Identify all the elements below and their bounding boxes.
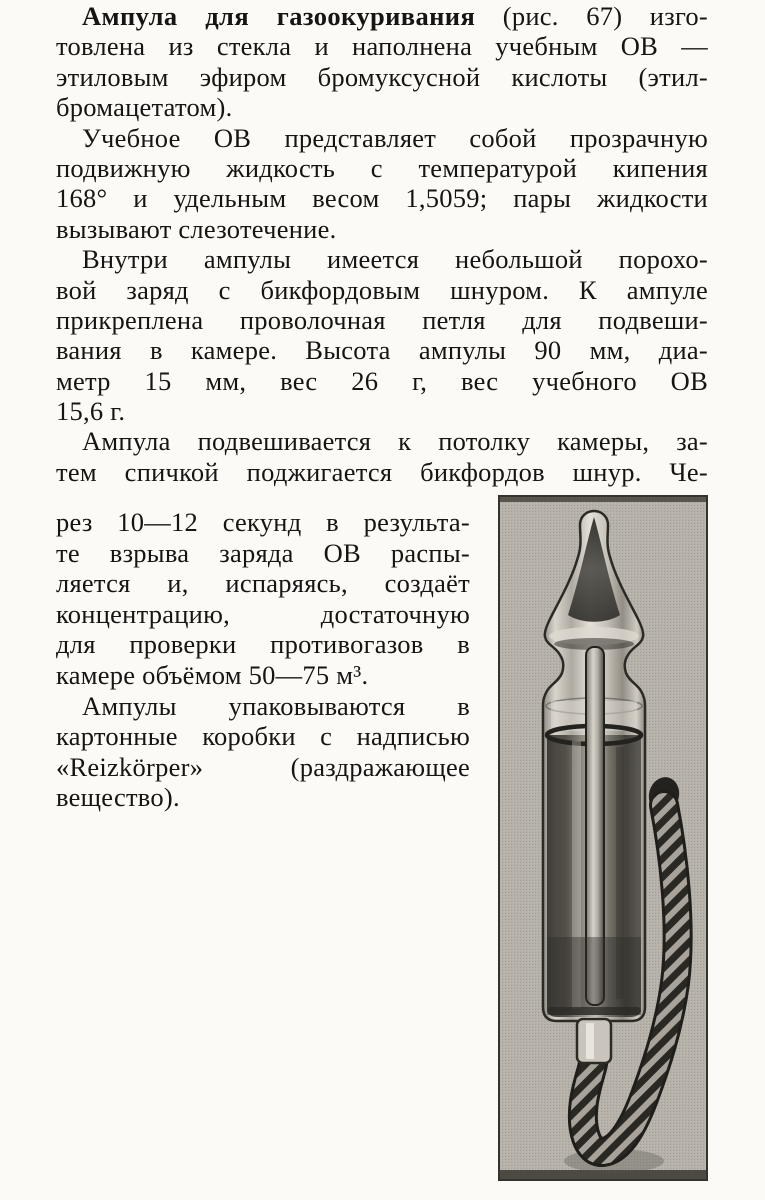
text-line — [56, 31, 708, 61]
line-text: Ампулы упаковываются в — [82, 690, 470, 721]
text-line — [56, 183, 708, 213]
text-line — [56, 305, 708, 335]
line-text: (рис. 67) изго- — [475, 1, 708, 31]
ampoule-figure-photo — [498, 495, 708, 1181]
stem-highlight — [586, 1023, 594, 1059]
line-text: «Reizkörper» (раздражающее — [56, 751, 470, 782]
line-text: вой заряд с бикфордовым шнуром. К ампуле — [56, 274, 708, 305]
text-line — [56, 62, 708, 92]
line-text: вания в камере. Высота ампулы 90 мм, диа- — [56, 335, 708, 366]
line-text: для проверки противогазов в — [56, 629, 470, 660]
line-text: рез 10—12 секунд в результа- — [56, 507, 470, 537]
text-line — [56, 538, 470, 569]
line-text: Ампула подвешивается к потолку камеры, за- — [82, 426, 708, 457]
line-text: тем спичкой поджигается бикфордов шнур. Че- — [56, 456, 708, 487]
body-text-column — [56, 507, 470, 813]
line-text: прикреплена проволочная петля для подвеши- — [56, 304, 708, 335]
text-line — [56, 568, 470, 599]
line-text: товлена из стекла и наполнена учебным ОВ — — [56, 31, 708, 62]
line-text: картонные коробки с надписью — [56, 721, 470, 752]
body-text-full-width — [56, 1, 708, 487]
line-text: камере объёмом 50—75 м³. — [56, 659, 369, 690]
line-text: этиловым эфиром бромуксусной кислоты (этил- — [56, 61, 708, 92]
text-line — [56, 721, 470, 752]
text-line — [56, 507, 470, 538]
text-line — [56, 244, 708, 274]
line-text: метр 15 мм, вес 26 г, вес учебного ОВ — [56, 365, 708, 396]
text-line — [56, 629, 470, 660]
text-line — [56, 782, 470, 813]
line-text: те взрыва заряда ОВ распы- — [56, 537, 470, 568]
body-lower-shading — [547, 937, 641, 1015]
body-base-line — [547, 1007, 641, 1015]
line-text: 168° и удельным весом 1,5059; пары жидкости — [56, 183, 708, 214]
text-line — [56, 396, 708, 426]
text-line — [56, 275, 708, 305]
line-text: ляется и, испаряясь, создаёт — [56, 568, 470, 599]
line-text: Учебное ОВ представляет собой прозрачную — [82, 122, 708, 153]
bold-lead-text: Ампула для газоокуривания — [82, 1, 476, 31]
line-text: вызывают слезотечение. — [56, 213, 337, 244]
line-text: Внутри ампулы имеется небольшой порохо- — [82, 244, 708, 275]
line-text: 15,6 г. — [56, 396, 126, 427]
text-line — [56, 335, 708, 365]
line-text: подвижную жидкость с температурой кипения — [56, 152, 708, 183]
text-line — [56, 1, 708, 31]
text-line — [56, 366, 708, 396]
line-text: концентрацию, достаточную — [56, 598, 470, 629]
text-line — [56, 92, 708, 122]
ampoule-figure — [498, 495, 708, 1181]
line-text: вещество). — [56, 782, 180, 813]
text-line — [56, 752, 470, 783]
text-line — [56, 123, 708, 153]
text-line — [56, 691, 470, 722]
text-line — [56, 426, 708, 456]
text-line — [56, 153, 708, 183]
text-line — [56, 214, 708, 244]
text-line — [56, 660, 470, 691]
text-line — [56, 599, 470, 630]
line-text: бромацетатом). — [56, 92, 233, 123]
text-line — [56, 457, 708, 487]
